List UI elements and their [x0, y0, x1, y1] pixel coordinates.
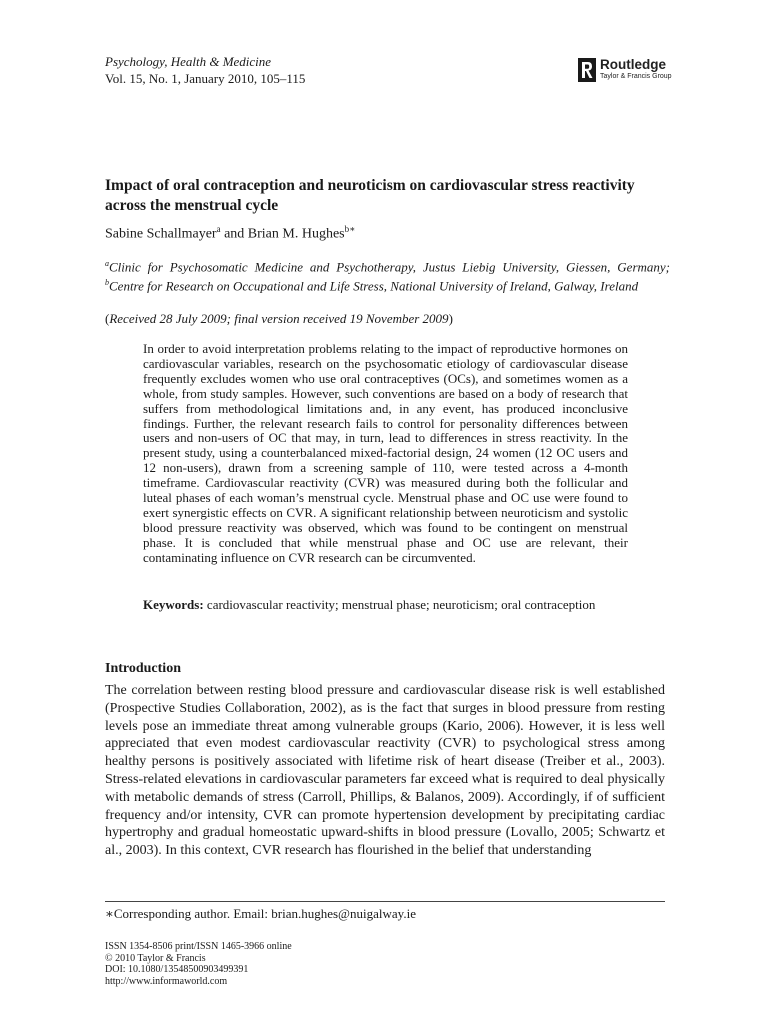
footnote-divider	[105, 901, 665, 902]
affiliation-marker: a	[216, 224, 221, 234]
affiliation-a: Clinic for Psychosomatic Medicine and Psychotherapy, Justus Liebig University, Giessen, Germany;	[109, 259, 670, 275]
introduction-text: The correlation between resting blood pressure and cardiovascular disease risk is well established (Prospective Studies Collaboration, 2002), as is the fact that surges in blood pressure from resting levels pose an immediate threat among vulnerable groups (Kario, 2006). However, it is less well appreciated that even modest cardiovascular reactivity (CVR) to psychological stress among healthy persons is positively associated with lifetime risk of heart disease (Treiber et al., 2003). Stress-related elevations in cardiovascular parameters far exceed what is required to deal physically with metabolic demands of stress (Carroll, Phillips, & Balanos, 2009). Accordingly, if of sufficient frequency and/or intensity, CVR can promote hypertension development by precipitating cardiac hypertrophy and gradual homeostatic upward-shifts in blood pressure (Lovallo, 2005; Schwartz et al., 2003). In this context, CVR research has flourished in the belief that understanding	[105, 683, 665, 859]
publisher-group: Taylor & Francis Group	[600, 73, 672, 80]
journal-header	[105, 53, 305, 87]
publisher-name: Routledge	[600, 57, 666, 72]
received-text: Received 28 July 2009; final version received 19 November 2009	[109, 311, 449, 326]
article-title: Impact of oral contraception and neuroticism on cardiovascular stress reactivity across the menstrual cycle	[105, 177, 635, 214]
routledge-r-icon	[578, 58, 596, 82]
affiliations	[105, 256, 670, 295]
copyright: © 2010 Taylor & Francis	[105, 952, 206, 964]
affiliation-marker: b∗	[344, 224, 356, 234]
abstract-text: In order to avoid interpretation problems relating to the impact of reproductive hormones on cardiovascular variables, research on the psychosomatic etiology of cardiovascular disease frequently excludes women who use oral contraceptives (OCs), and sometimes women as a whole, from study samples. However, such conventions are based on a body of research that suffers from methodological limitations and, in any event, has produced inconclusive findings. Further, the relevant research fails to control for personality differences between users and non-users of OC that may, in turn, lead to differences in stress reactivity. In the present study, using a counterbalanced mixed-factorial design, 24 women (12 OC users and 12 non-users), drawn from a screening sample of 110, were tested across a 4-month timeframe. Cardiovascular reactivity (CVR) was measured during both the follicular and luteal phases of each woman’s menstrual cycle. Menstrual phase and OC use were found to exert synergistic effects on CVR. A significant relationship between neuroticism and systolic blood pressure reactivity was observed, which was found to be contingent on menstrual phase. It is concluded that while menstrual phase and OC use are relevant, their contaminating influence on CVR research can be circumvented.	[143, 341, 628, 565]
publisher-url: http://www.informaworld.com	[105, 975, 228, 987]
issn: ISSN 1354-8506 print/ISSN 1465-3966 online	[105, 941, 292, 952]
section-heading-introduction: Introduction	[105, 661, 181, 676]
volume-info: Vol. 15, No. 1, January 2010, 105–115	[105, 71, 306, 86]
affiliation-b: Centre for Research on Occupational and Life Stress, National University of Ireland, Galway, Ireland	[109, 278, 639, 294]
author-line	[105, 220, 355, 244]
keywords-label: Keywords:	[143, 597, 204, 612]
paren-open: (	[105, 311, 110, 326]
paren-close: )	[448, 311, 453, 326]
author-name: Brian M. Hughes	[247, 226, 345, 242]
received-dates	[105, 311, 453, 327]
keywords	[143, 597, 628, 612]
doi: DOI: 10.1080/13548500903499391	[105, 964, 249, 975]
publisher-logo	[578, 58, 672, 82]
author-name: Sabine Schallmayer	[105, 226, 217, 242]
publication-info	[105, 941, 292, 987]
corresponding-author-note: ∗Corresponding author. Email: brian.hughes@nuigalway.ie	[105, 906, 416, 921]
affiliation-marker: b	[105, 278, 109, 288]
affiliation-marker: a	[105, 259, 109, 268]
authors-conjunction: and	[220, 226, 248, 242]
journal-name: Psychology, Health & Medicine	[105, 54, 272, 69]
keywords-list: cardiovascular reactivity; menstrual phase; neuroticism; oral contraception	[203, 597, 596, 612]
